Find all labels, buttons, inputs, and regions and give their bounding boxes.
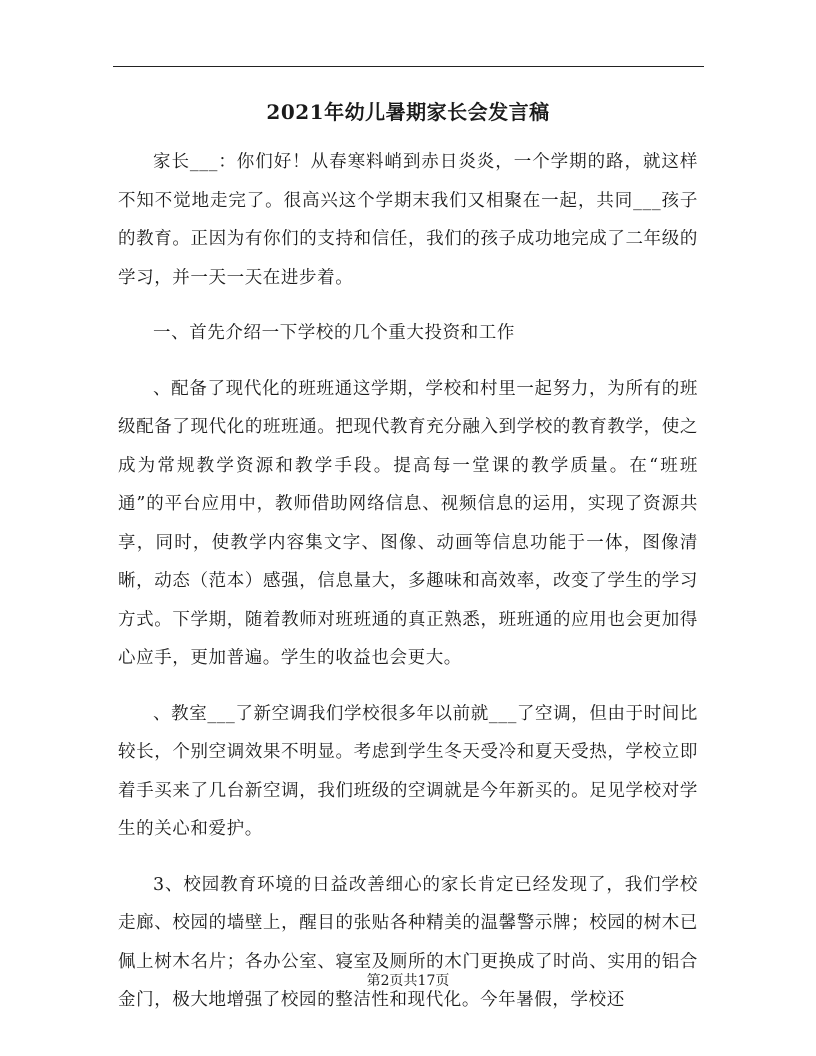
paragraph-air-conditioning: 、教室___了新空调我们学校很多年以前就___了空调，但由于时间比较长，个别空调效果不明显。考虑到学生冬天受冷和夏天受热，学校立即着手买来了几台新空调，我们班级的空调就是今年新买的。足见学校对学生的关心和爱护。 [118,703,698,839]
header-rule [113,66,704,67]
paragraph-campus-environment: 3、校园教育环境的日益改善细心的家长肯定已经发现了，我们学校走廊、校园的墙壁上，醒目的张贴各种精美的温馨警示牌；校园的树木已佩上树木名片；各办公室、寝室及厕所的木门更换成了时尚、实用的铝合金门，极大地增强了校园的整洁性和现代化。今年暑假，学校还 [118,874,698,1010]
section-heading: 一、首先介绍一下学校的几个重大投资和工作 [153,323,515,343]
document-title: 2021年幼儿暑期家长会发言稿 [266,100,550,124]
page-number: 第2页共17页 [366,973,450,989]
paragraph-greeting: 家长___：你们好！从春寒料峭到赤日炎炎，一个学期的路，就这样不知不觉地走完了。很高兴这个学期末我们又相聚在一起，共同___孩子的教育。正因为有你们的支持和信任，我们的孩子成功地完成了二年级的学习，并一天一天在进步着。 [118,152,698,288]
paragraph-banbantong: 、配备了现代化的班班通这学期，学校和村里一起努力，为所有的班级配备了现代化的班班通。把现代教育充分融入到学校的教育教学，使之成为常规教学资源和教学手段。提高每一堂课的教学质量。在“班班通”的平台应用中，教师借助网络信息、视频信息的运用，实现了资源共享，同时，使教学内容集文字、图像、动画等信息功能于一体，图像清晰，动态（范本）感强，信息量大，多趣味和高效率，改变了学生的学习方式。下学期，随着教师对班班通的真正熟悉，班班通的应用也会更加得心应手，更加普遍。学生的收益也会更大。 [118,378,698,668]
document-body [118,143,698,1037]
